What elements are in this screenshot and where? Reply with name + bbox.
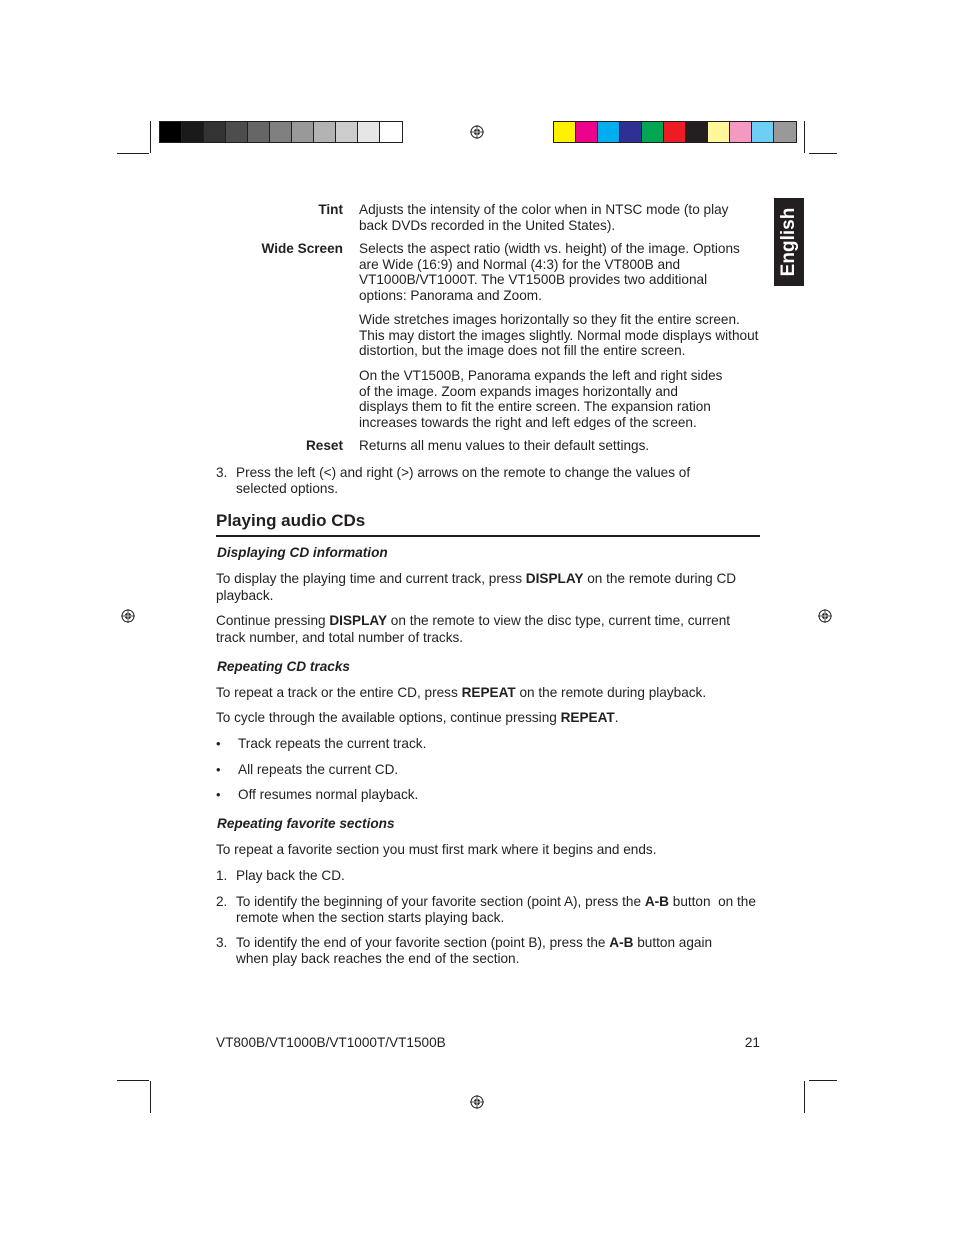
definition-term: Reset: [305, 438, 343, 453]
color-swatch: [270, 122, 292, 142]
crop-mark: [150, 121, 151, 153]
bullet-icon: •: [216, 762, 221, 777]
color-swatch: [358, 122, 380, 142]
crop-mark: [804, 121, 805, 153]
color-swatch: [314, 122, 336, 142]
color-swatch: [226, 122, 248, 142]
crop-mark: [804, 1081, 805, 1113]
subsection-title: Repeating favorite sections: [217, 816, 395, 831]
bullet-icon: •: [216, 787, 221, 802]
crop-mark: [117, 153, 149, 154]
text-run: To repeat a track or the entire CD, press: [216, 685, 462, 700]
definition-body: Selects the aspect ratio (width vs. height) of the image. Options are Wide (16:9) and Normal (4:3) for the VT800B and VT1000B/VT1000T. The VT1500B provides two additional options: Panorama and Zoom.: [359, 241, 740, 303]
paragraph: To repeat a favorite section you must first mark where it begins and ends.: [216, 842, 657, 857]
color-swatch: [620, 122, 642, 142]
color-calibration-bar: [553, 121, 797, 143]
text-run: .: [614, 710, 619, 725]
color-swatch: [182, 122, 204, 142]
button-name: A-B: [644, 894, 669, 909]
text-run: Continue pressing: [216, 613, 330, 628]
definition-body: Wide stretches images horizontally so they fit the entire screen. This may distort the images slightly. Normal mode displays without distortion, but the image does not fill the entire screen.: [359, 312, 759, 359]
text-run: on the remote to view the disc type, current time, current track number, and total number of tracks.: [216, 613, 731, 645]
text-run: To display the playing time and current track, press: [216, 571, 526, 586]
crop-mark: [150, 1081, 151, 1113]
text-run: To identify the end of your favorite section (point B), press the: [236, 935, 610, 950]
crop-mark: [809, 153, 837, 154]
section-rule: [216, 535, 760, 537]
language-tab-label: English: [778, 207, 799, 277]
color-swatch: [204, 122, 226, 142]
text-run: on the remote during CD playback.: [216, 571, 737, 603]
subsection-title: Repeating CD tracks: [217, 659, 350, 674]
list-item: Track repeats the current track.: [238, 736, 427, 751]
button-name: A-B: [609, 935, 634, 950]
text-run: To identify the beginning of your favorite section (point A), press the: [236, 894, 645, 909]
color-swatch: [248, 122, 270, 142]
paragraph: [216, 613, 756, 646]
color-swatch: [576, 122, 598, 142]
paragraph: [216, 685, 756, 702]
button-name: REPEAT: [461, 685, 516, 700]
definition-term: Tint: [318, 202, 343, 217]
step-text: [236, 935, 736, 967]
paragraph: [216, 710, 756, 727]
text-run: button again when play back reaches the end of the section.: [236, 935, 713, 966]
bullet-icon: •: [216, 736, 221, 751]
color-swatch: [336, 122, 358, 142]
color-swatch: [774, 122, 796, 142]
definition-body: Adjusts the intensity of the color when in NTSC mode (to play back DVDs recorded in the United States).: [359, 202, 729, 233]
button-name: DISPLAY: [329, 613, 388, 628]
registration-mark-icon: [818, 609, 832, 623]
color-swatch: [664, 122, 686, 142]
step-text: [236, 894, 760, 926]
footer-model: VT800B/VT1000B/VT1000T/VT1500B: [216, 1035, 446, 1050]
page-number: 21: [744, 1035, 760, 1050]
step-number: 3.: [216, 935, 228, 950]
registration-mark-icon: [121, 609, 135, 623]
paragraph: [216, 571, 756, 604]
gray-calibration-bar: [159, 121, 403, 143]
text-run: on the remote during playback.: [515, 685, 707, 700]
step-text: Press the left (<) and right (>) arrows on the remote to change the values of selected options.: [236, 465, 691, 496]
color-swatch: [752, 122, 774, 142]
step-number: 2.: [216, 894, 228, 909]
definition-body: Returns all menu values to their default settings.: [359, 438, 650, 453]
color-swatch: [292, 122, 314, 142]
color-swatch: [598, 122, 620, 142]
definition-body: On the VT1500B, Panorama expands the left and right sides of the image. Zoom expands images horizontally and displays them to fit the entire screen. The expansion ration increases towards the right and left edges of the screen.: [359, 368, 723, 430]
color-swatch: [642, 122, 664, 142]
color-swatch: [380, 122, 402, 142]
text-run: Play back the CD.: [236, 868, 345, 883]
step-number: 3.: [216, 465, 228, 480]
color-swatch: [686, 122, 708, 142]
crop-mark: [809, 1080, 837, 1081]
color-swatch: [730, 122, 752, 142]
color-swatch: [160, 122, 182, 142]
registration-mark-icon: [470, 125, 484, 139]
language-tab: [774, 198, 804, 286]
subsection-title: Displaying CD information: [217, 545, 388, 560]
registration-mark-icon: [470, 1095, 484, 1109]
text-run: To cycle through the available options, continue pressing: [216, 710, 561, 725]
crop-mark: [117, 1080, 149, 1081]
button-name: DISPLAY: [525, 571, 584, 586]
color-swatch: [708, 122, 730, 142]
list-item: All repeats the current CD.: [238, 762, 399, 777]
definition-term: Wide Screen: [261, 241, 343, 256]
section-title: Playing audio CDs: [216, 511, 366, 530]
color-swatch: [554, 122, 576, 142]
step-number: 1.: [216, 868, 228, 883]
text-run: button on the remote when the section starts playing back.: [236, 894, 760, 925]
list-item: Off resumes normal playback.: [238, 787, 419, 802]
step-text: [236, 868, 756, 884]
button-name: REPEAT: [560, 710, 615, 725]
